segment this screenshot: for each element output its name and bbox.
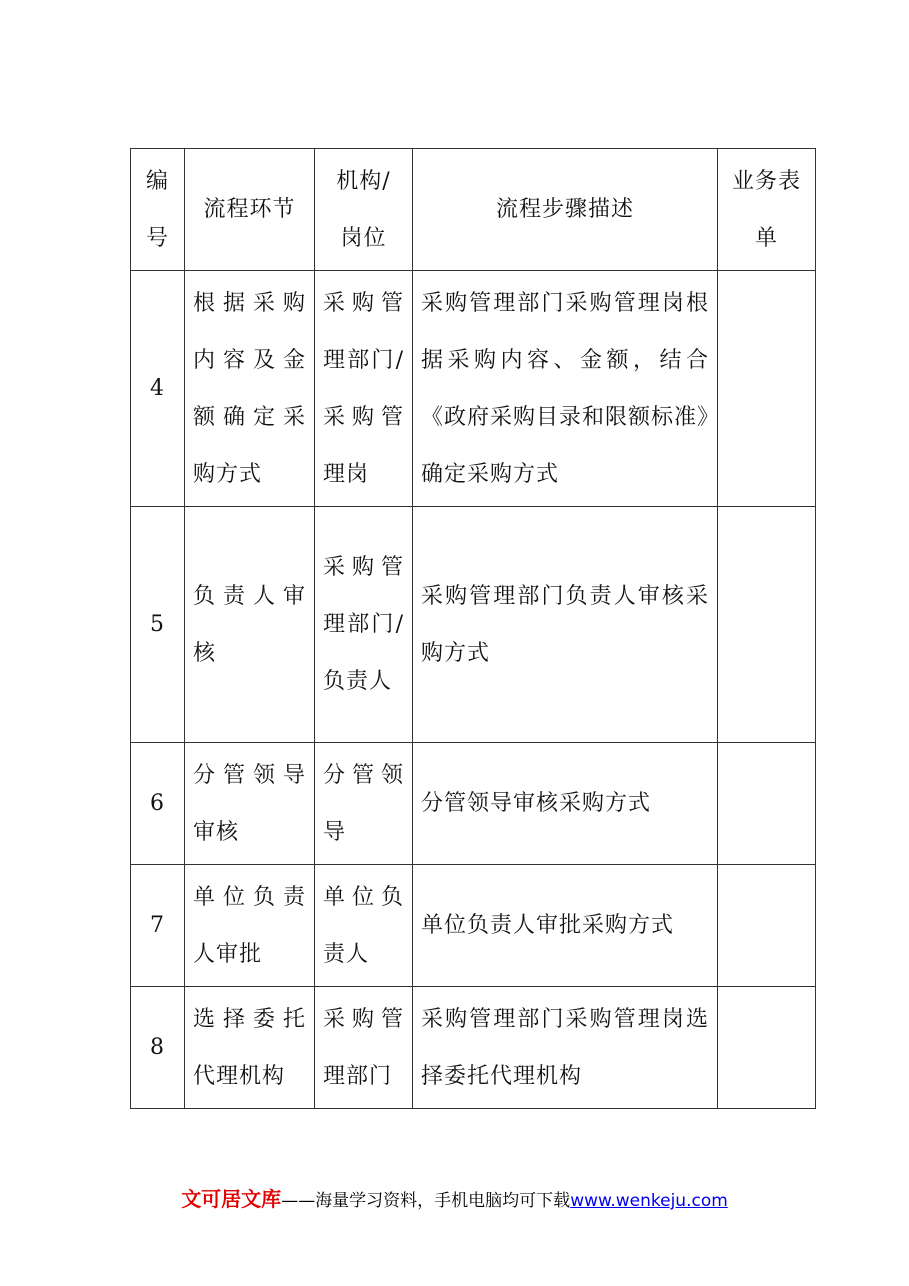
row-org: 采购管理部门 <box>315 987 413 1109</box>
header-org: 机构/ 岗位 <box>315 149 413 271</box>
header-number: 编 号 <box>131 149 185 271</box>
table-row <box>131 865 816 987</box>
table-row <box>131 507 816 743</box>
process-table <box>130 148 816 1109</box>
row-step: 根据采购内容及金额确定采购方式 <box>185 271 315 507</box>
table-row <box>131 271 816 507</box>
row-org: 采购管理部门/采购管理岗 <box>315 271 413 507</box>
footer-link[interactable]: www.wenkeju.com <box>570 1191 728 1211</box>
table-header-row <box>131 149 816 271</box>
footer-banner <box>0 1183 909 1212</box>
header-step: 流程环节 <box>185 149 315 271</box>
table-row <box>131 987 816 1109</box>
row-description: 采购管理部门采购管理岗选择委托代理机构 <box>413 987 718 1109</box>
row-description: 采购管理部门采购管理岗根据采购内容、金额，结合《政府采购目录和限额标准》确定采购方式 <box>413 271 718 507</box>
footer-brand: 文可居文库 <box>181 1187 282 1211</box>
header-description: 流程步骤描述 <box>413 149 718 271</box>
row-number: 8 <box>131 987 185 1109</box>
row-org: 单位负责人 <box>315 865 413 987</box>
row-description: 分管领导审核采购方式 <box>413 743 718 865</box>
row-org: 分管领导 <box>315 743 413 865</box>
row-form <box>718 743 816 865</box>
footer-text: 海量学习资料，手机电脑均可下载 <box>315 1191 571 1211</box>
row-form <box>718 507 816 743</box>
header-form: 业务表 单 <box>718 149 816 271</box>
row-step: 单位负责人审批 <box>185 865 315 987</box>
row-number: 7 <box>131 865 185 987</box>
row-step: 负责人审核 <box>185 507 315 743</box>
footer-dash: —— <box>281 1191 316 1211</box>
row-form <box>718 271 816 507</box>
row-org: 采购管理部门/负责人 <box>315 507 413 743</box>
row-number: 5 <box>131 507 185 743</box>
row-description: 单位负责人审批采购方式 <box>413 865 718 987</box>
row-number: 4 <box>131 271 185 507</box>
row-description: 采购管理部门负责人审核采购方式 <box>413 507 718 743</box>
row-step: 选择委托代理机构 <box>185 987 315 1109</box>
row-step: 分管领导审核 <box>185 743 315 865</box>
table-row <box>131 743 816 865</box>
row-form <box>718 987 816 1109</box>
row-number: 6 <box>131 743 185 865</box>
row-form <box>718 865 816 987</box>
